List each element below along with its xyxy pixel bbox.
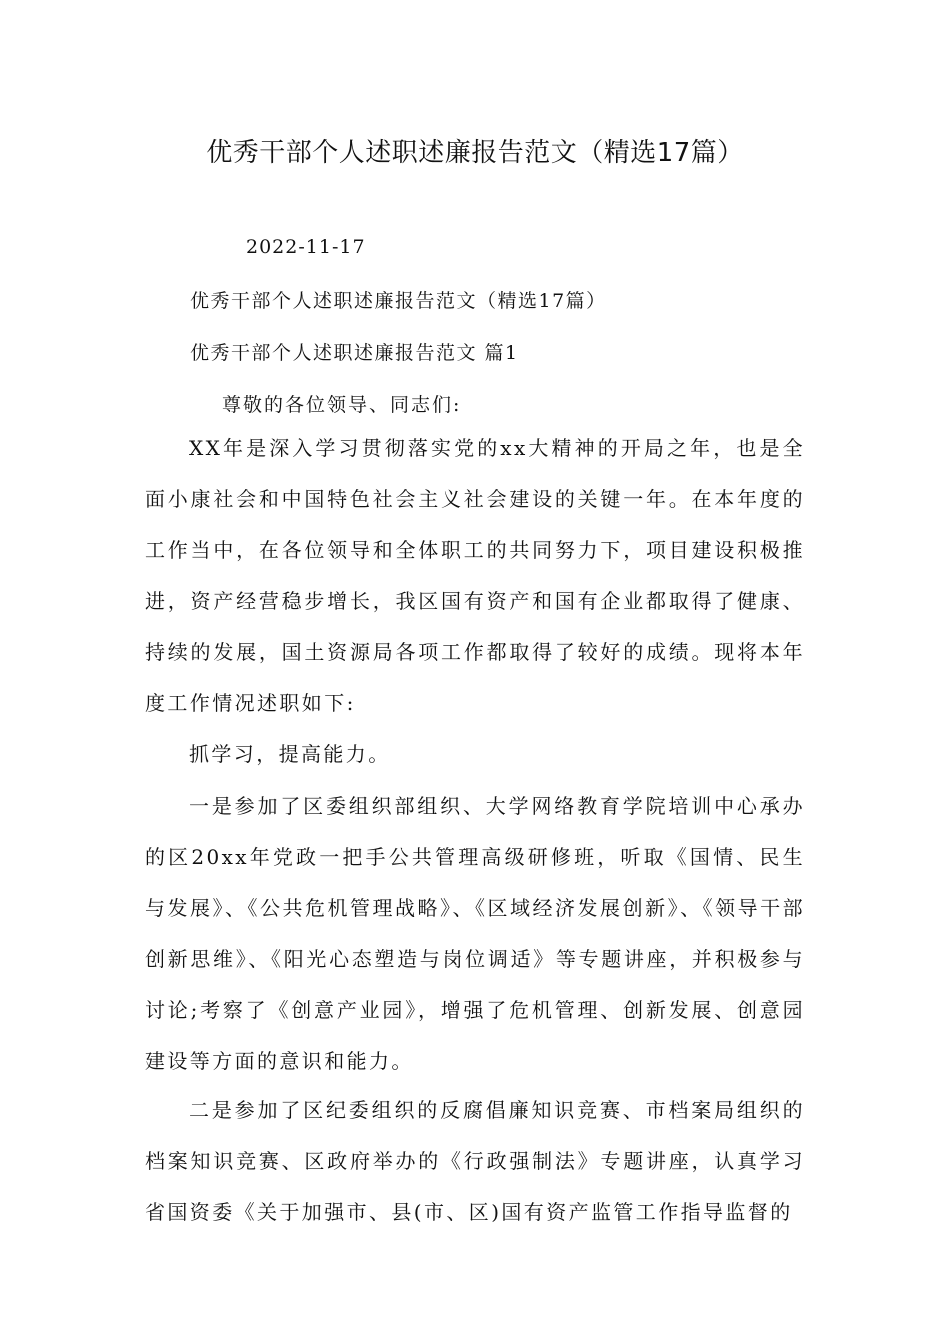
document-subtitle: 优秀干部个人述职述廉报告范文（精选17篇） [190, 290, 607, 312]
body-paragraph: 抓学习，提高能力。 [189, 742, 391, 766]
body-paragraph: XX年是深入学习贯彻落实党的xx大精神的开局之年，也是全面小康社会和中国特色社会主义社会建设的关键一年。在本年度的工作当中，在各位领导和全体职工的共同努力下，项目建设积极推进，资产经营稳步增长，我区国有资产和国有企业都取得了健康、持续的发展，国土资源局各项工作都取得了较好的成绩。现将本年度工作情况述职如下: [145, 436, 805, 715]
section-heading: 优秀干部个人述职述廉报告范文 篇1 [190, 342, 519, 364]
document-title: 优秀干部个人述职述廉报告范文（精选17篇） [206, 138, 744, 168]
document-date: 2022-11-17 [246, 236, 366, 258]
greeting: 尊敬的各位领导、同志们: [222, 394, 462, 416]
body-paragraph: 二是参加了区纪委组织的反腐倡廉知识竞赛、市档案局组织的档案知识竞赛、区政府举办的《行政强制法》专题讲座，认真学习省国资委《关于加强市、县(市、区)国有资产监管工作指导监督的 [145, 1098, 805, 1224]
body-paragraph: 一是参加了区委组织部组织、大学网络教育学院培训中心承办的区20xx年党政一把手公共管理高级研修班，听取《国情、民生与发展》、《公共危机管理战略》、《区域经济发展创新》、《领导干部创新思维》、《阳光心态塑造与岗位调适》等专题讲座，并积极参与讨论;考察了《创意产业园》，增强了危机管理、创新发展、创意园建设等方面的意识和能力。 [145, 794, 805, 1073]
